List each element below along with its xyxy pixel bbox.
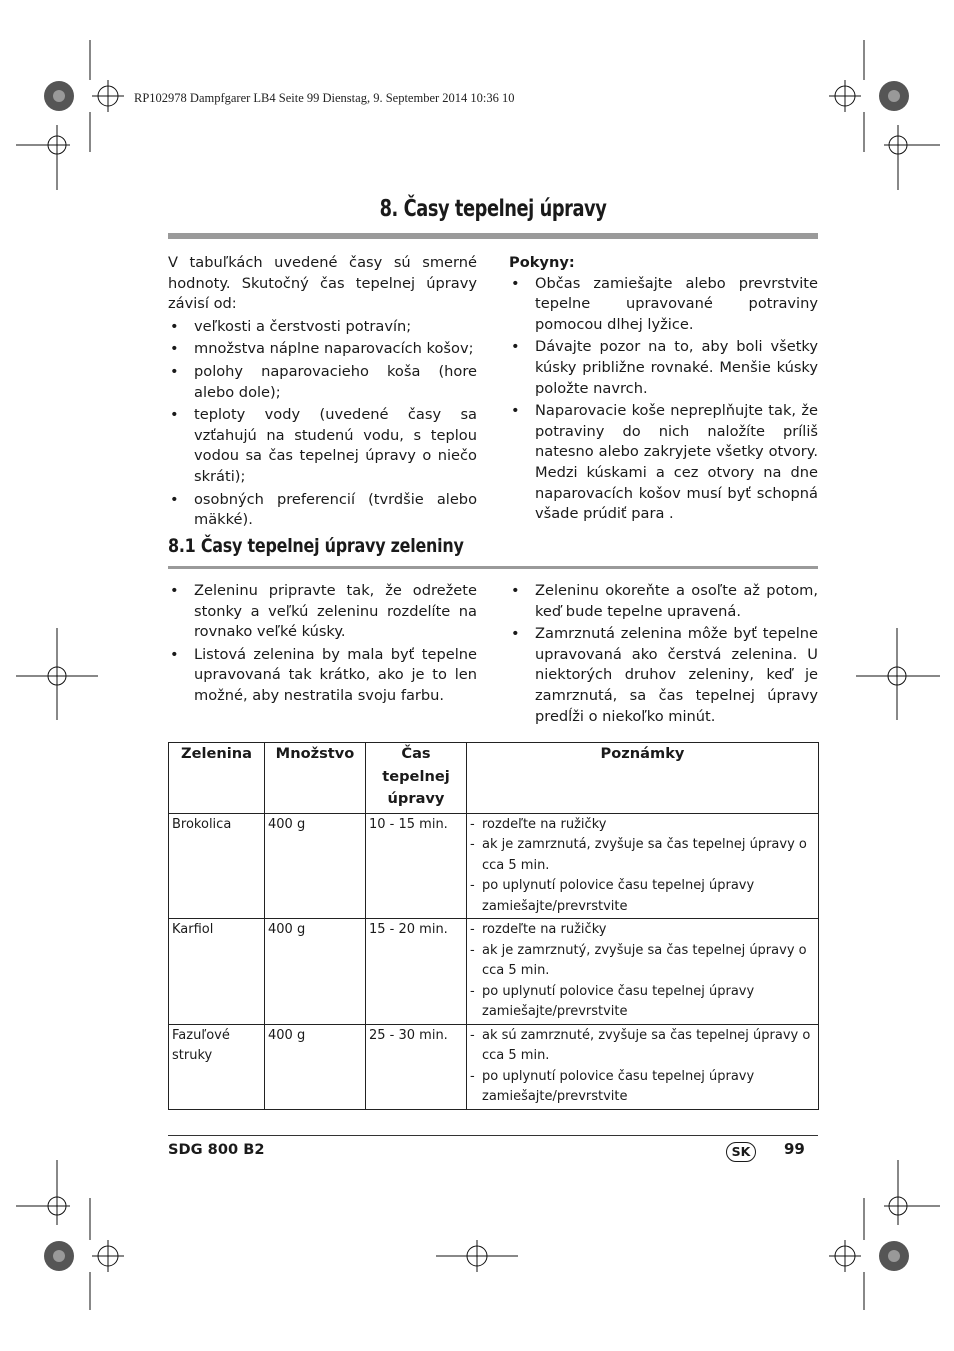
page-number: 99	[784, 1140, 805, 1158]
cell-vegetable: Karfiol	[169, 919, 265, 1025]
print-header: RP102978 Dampfgarer LB4 Seite 99 Dienstag, 9. September 2014 10:36 10	[134, 91, 515, 105]
note-item: - ak sú zamrznuté, zvyšuje sa čas tepelnej úpravy o cca 5 min.	[470, 1026, 815, 1067]
note-item: - po uplynutí polovice času tepelnej úpravy zamiešajte/prevrstvite	[470, 876, 815, 917]
section-rule	[168, 566, 818, 569]
intro-paragraph: V tabuľkách uvedené časy sú smerné hodnoty. Skutočný čas tepelnej úpravy závisí od:	[168, 254, 477, 313]
notes-bullet-list	[509, 274, 818, 525]
intro-bullet-list	[168, 317, 477, 531]
cell-time: 25 - 30 min.	[366, 1024, 467, 1109]
cell-vegetable: Fazuľové struky	[169, 1024, 265, 1109]
note-item: - po uplynutí polovice času tepelnej úpravy zamiešajte/prevrstvite	[470, 1067, 815, 1108]
section-right-column	[509, 581, 818, 727]
section-left-list	[168, 581, 477, 707]
cell-notes	[467, 1024, 819, 1109]
note-item: - ak je zamrznutý, zvyšuje sa čas tepelnej úpravy o cca 5 min.	[470, 941, 815, 982]
footer-rule	[168, 1135, 818, 1136]
table-row	[169, 1024, 819, 1109]
list-item: • teploty vody (uvedené časy sa vzťahujú na studenú vodu, s teplou vodou sa čas tepelnej úpravy o niečo skráti);	[168, 405, 477, 487]
list-item: • Zeleninu okoreňte a osoľte až potom, keď bude tepelne upravená.	[509, 581, 818, 622]
section-title: 8.1 Časy tepelnej úpravy zeleniny	[168, 535, 464, 557]
section-right-list	[509, 581, 818, 727]
table-header-row	[169, 743, 819, 814]
list-item: • Občas zamiešajte alebo prevrstvite tepelne upravované potraviny pomocou dlhej lyžice.	[509, 274, 818, 336]
note-item: - po uplynutí polovice času tepelnej úpravy zamiešajte/prevrstvite	[470, 982, 815, 1023]
section-left-column	[168, 581, 477, 707]
note-item: - ak je zamrznutá, zvyšuje sa čas tepelnej úpravy o cca 5 min.	[470, 835, 815, 876]
header-time: Čas tepelnej úpravy	[366, 743, 467, 814]
intro-column	[168, 253, 477, 531]
header-notes: Poznámky	[467, 743, 819, 814]
cell-notes	[467, 813, 819, 919]
cell-amount: 400 g	[265, 919, 366, 1025]
cell-amount: 400 g	[265, 1024, 366, 1109]
header-amount: Množstvo	[265, 743, 366, 814]
header-vegetable: Zelenina	[169, 743, 265, 814]
table-row	[169, 813, 819, 919]
list-item: • Dávajte pozor na to, aby boli všetky kúsky približne rovnaké. Menšie kúsky položte navrch.	[509, 337, 818, 399]
footer-model: SDG 800 B2	[168, 1141, 265, 1158]
cooking-times-table	[168, 742, 819, 1110]
list-item: • Listová zelenina by mala byť tepelne upravovaná tak krátko, ako je to len možné, aby nestratila svoju farbu.	[168, 645, 477, 707]
title-rule	[168, 233, 818, 239]
page-title: 8. Časy tepelnej úpravy	[379, 196, 607, 222]
list-item: • množstva náplne naparovacích košov;	[168, 339, 477, 360]
notes-column	[509, 253, 818, 525]
notes-heading: Pokyny:	[509, 254, 575, 271]
list-item: • veľkosti a čerstvosti potravín;	[168, 317, 477, 338]
cell-time: 10 - 15 min.	[366, 813, 467, 919]
list-item: • Zeleninu pripravte tak, že odrežete stonky a veľkú zeleninu rozdelíte na rovnako veľké kúsky.	[168, 581, 477, 643]
list-item: • osobných preferencií (tvrdšie alebo mäkké).	[168, 490, 477, 531]
list-item: • Zamrznutá zelenina môže byť tepelne upravovaná ako čerstvá zelenina. U niektorých druhov zeleniny, keď je zamrznutá, sa čas tepelnej úpravy predĺži o niekoľko minút.	[509, 624, 818, 727]
note-item: - rozdeľte na ružičky	[470, 815, 815, 836]
table-row	[169, 919, 819, 1025]
list-item: • polohy naparovacieho koša (hore alebo dole);	[168, 362, 477, 403]
cell-time: 15 - 20 min.	[366, 919, 467, 1025]
cell-amount: 400 g	[265, 813, 366, 919]
list-item: • Naparovacie koše nepreplňujte tak, že potraviny do nich naložíte príliš natesno alebo zakryjete všetky otvory. Medzi kúskami a cez otvory na dne naparovacích košov musí byť schopná všade prúdiť para .	[509, 401, 818, 525]
language-badge: SK	[726, 1142, 756, 1162]
note-item: - rozdeľte na ružičky	[470, 920, 815, 941]
cell-vegetable: Brokolica	[169, 813, 265, 919]
cell-notes	[467, 919, 819, 1025]
